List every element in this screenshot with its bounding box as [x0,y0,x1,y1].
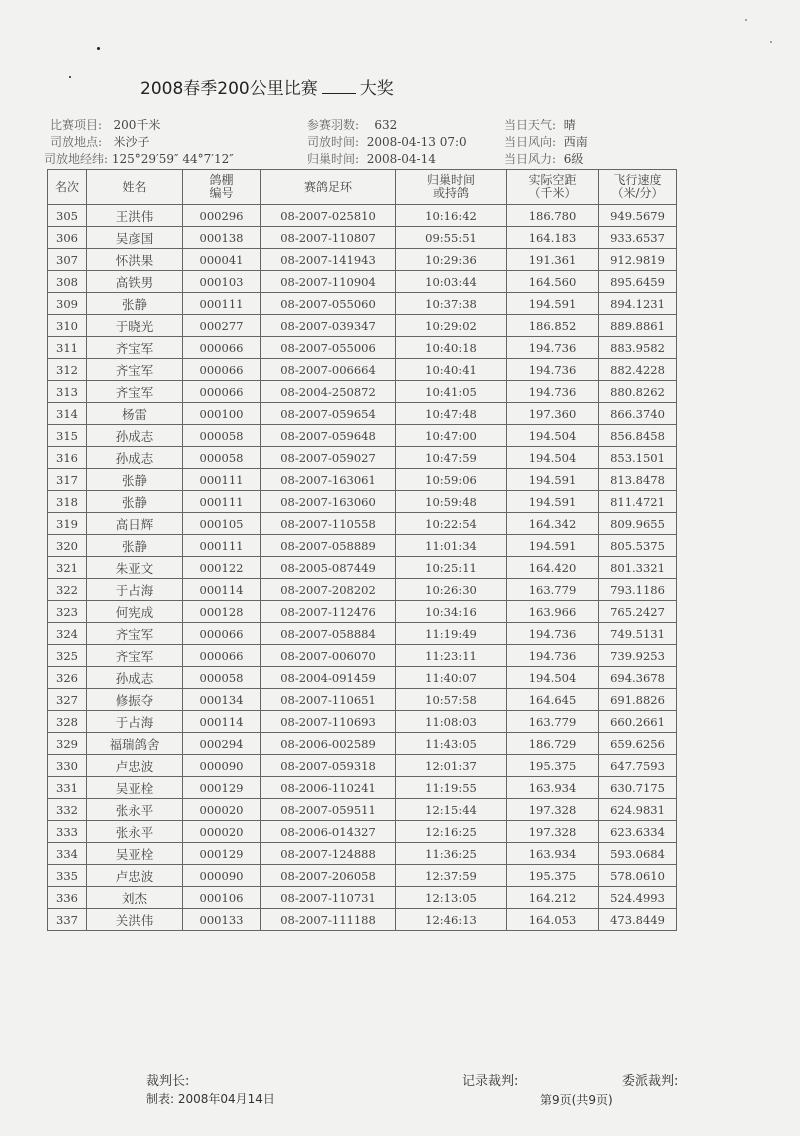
cell-name: 于晓光 [87,315,183,337]
table-row [48,601,677,623]
cell-distance: 163.779 [507,579,599,601]
cell-return-time: 12:15:44 [396,799,507,821]
table-row [48,535,677,557]
table-row [48,733,677,755]
cell-speed: 853.1501 [599,447,677,469]
cell-return-time: 11:36:25 [396,843,507,865]
cell-ring: 08-2007-055006 [261,337,396,359]
cell-distance: 164.342 [507,513,599,535]
cell-speed: 912.9819 [599,249,677,271]
table-row [48,645,677,667]
cell-distance: 195.375 [507,865,599,887]
cell-distance: 164.183 [507,227,599,249]
cell-name: 吴彦国 [87,227,183,249]
cell-return-time: 12:01:37 [396,755,507,777]
cell-distance: 186.852 [507,315,599,337]
table-row [48,557,677,579]
cell-distance: 194.736 [507,623,599,645]
info-entries: 参赛羽数: 632 [307,118,398,132]
cell-distance: 191.361 [507,249,599,271]
page-title: 2008春季200公里比赛 大奖 [140,79,394,99]
cell-distance: 194.736 [507,381,599,403]
cell-speed: 933.6537 [599,227,677,249]
cell-name: 刘杰 [87,887,183,909]
cell-loft-id: 000041 [183,249,261,271]
cell-loft-id: 000090 [183,755,261,777]
info-coords: 司放地经纬: 125°29′59″ 44°7′12″ [44,152,234,166]
cell-ring: 08-2007-208202 [261,579,396,601]
cell-ring: 08-2006-110241 [261,777,396,799]
cell-rank: 336 [48,887,87,909]
table-row [48,865,677,887]
table-row [48,755,677,777]
table-row [48,821,677,843]
cell-loft-id: 000066 [183,623,261,645]
cell-rank: 308 [48,271,87,293]
cell-speed: 895.6459 [599,271,677,293]
cell-distance: 194.504 [507,425,599,447]
cell-rank: 313 [48,381,87,403]
cell-speed: 883.9582 [599,337,677,359]
cell-ring: 08-2006-002589 [261,733,396,755]
cell-return-time: 11:40:07 [396,667,507,689]
cell-return-time: 10:37:38 [396,293,507,315]
cell-return-time: 10:34:16 [396,601,507,623]
cell-speed: 765.2427 [599,601,677,623]
cell-loft-id: 000138 [183,227,261,249]
cell-rank: 327 [48,689,87,711]
cell-loft-id: 000058 [183,667,261,689]
cell-distance: 163.779 [507,711,599,733]
cell-return-time: 10:59:48 [396,491,507,513]
cell-name: 于占海 [87,711,183,733]
cell-name: 吴亚栓 [87,843,183,865]
cell-return-time: 10:41:05 [396,381,507,403]
cell-ring: 08-2007-058884 [261,623,396,645]
cell-name: 关洪伟 [87,909,183,931]
cell-speed: 894.1231 [599,293,677,315]
info-return-time: 归巢时间: 2008-04-14 [307,152,436,166]
cell-distance: 163.966 [507,601,599,623]
cell-name: 齐宝军 [87,359,183,381]
cell-return-time: 11:43:05 [396,733,507,755]
cell-speed: 866.3740 [599,403,677,425]
cell-rank: 320 [48,535,87,557]
cell-loft-id: 000066 [183,645,261,667]
cell-name: 王洪伟 [87,205,183,227]
cell-loft-id: 000114 [183,579,261,601]
table-row [48,579,677,601]
cell-ring: 08-2007-110731 [261,887,396,909]
cell-ring: 08-2007-006664 [261,359,396,381]
cell-distance: 164.560 [507,271,599,293]
cell-return-time: 10:29:36 [396,249,507,271]
cell-ring: 08-2004-091459 [261,667,396,689]
cell-return-time: 10:26:30 [396,579,507,601]
cell-return-time: 10:47:00 [396,425,507,447]
cell-distance: 163.934 [507,843,599,865]
cell-name: 卢忠波 [87,865,183,887]
cell-loft-id: 000100 [183,403,261,425]
cell-name: 高日辉 [87,513,183,535]
table-row [48,315,677,337]
cell-name: 齐宝军 [87,645,183,667]
cell-name: 怀洪果 [87,249,183,271]
cell-ring: 08-2007-059027 [261,447,396,469]
cell-speed: 694.3678 [599,667,677,689]
cell-loft-id: 000294 [183,733,261,755]
table-row [48,205,677,227]
cell-speed: 801.3321 [599,557,677,579]
cell-name: 张静 [87,491,183,513]
footer-assigned-referee: 委派裁判: [622,1074,679,1089]
cell-name: 齐宝军 [87,337,183,359]
cell-speed: 691.8826 [599,689,677,711]
cell-distance: 164.645 [507,689,599,711]
cell-name: 齐宝军 [87,623,183,645]
cell-loft-id: 000133 [183,909,261,931]
cell-return-time: 10:03:44 [396,271,507,293]
cell-rank: 330 [48,755,87,777]
info-weather: 当日天气: 晴 [504,118,576,132]
cell-speed: 949.5679 [599,205,677,227]
cell-speed: 793.1186 [599,579,677,601]
cell-speed: 811.4721 [599,491,677,513]
cell-return-time: 12:13:05 [396,887,507,909]
cell-speed: 882.4228 [599,359,677,381]
cell-name: 高铁男 [87,271,183,293]
cell-rank: 329 [48,733,87,755]
cell-rank: 310 [48,315,87,337]
cell-return-time: 10:40:41 [396,359,507,381]
table-row [48,667,677,689]
cell-name: 杨雷 [87,403,183,425]
cell-loft-id: 000111 [183,491,261,513]
cell-rank: 309 [48,293,87,315]
cell-name: 孙成志 [87,447,183,469]
cell-speed: 660.2661 [599,711,677,733]
cell-rank: 322 [48,579,87,601]
cell-distance: 186.780 [507,205,599,227]
results-table [47,169,677,931]
cell-return-time: 10:29:02 [396,315,507,337]
cell-distance: 194.504 [507,667,599,689]
cell-loft-id: 000114 [183,711,261,733]
footer-recording-referee: 记录裁判: [462,1074,519,1089]
cell-loft-id: 000122 [183,557,261,579]
cell-name: 张静 [87,293,183,315]
cell-return-time: 10:25:11 [396,557,507,579]
cell-loft-id: 000066 [183,337,261,359]
info-release-time: 司放时间: 2008-04-13 07:0 [307,135,467,149]
cell-ring: 08-2007-110651 [261,689,396,711]
cell-distance: 194.736 [507,359,599,381]
cell-rank: 324 [48,623,87,645]
cell-loft-id: 000058 [183,425,261,447]
cell-return-time: 10:47:48 [396,403,507,425]
cell-loft-id: 000134 [183,689,261,711]
cell-name: 福瑞鸽舍 [87,733,183,755]
cell-name: 张静 [87,535,183,557]
cell-name: 修振夺 [87,689,183,711]
table-row [48,513,677,535]
cell-name: 张永平 [87,821,183,843]
cell-ring: 08-2007-059654 [261,403,396,425]
cell-ring: 08-2007-058889 [261,535,396,557]
cell-rank: 306 [48,227,87,249]
cell-return-time: 10:59:06 [396,469,507,491]
cell-speed: 524.4993 [599,887,677,909]
cell-rank: 328 [48,711,87,733]
cell-distance: 195.375 [507,755,599,777]
cell-distance: 163.934 [507,777,599,799]
cell-loft-id: 000106 [183,887,261,909]
cell-distance: 194.504 [507,447,599,469]
cell-speed: 659.6256 [599,733,677,755]
cell-return-time: 11:23:11 [396,645,507,667]
col-header-ring: 赛鸽足环 [261,170,396,205]
table-row [48,403,677,425]
cell-ring: 08-2007-112476 [261,601,396,623]
cell-ring: 08-2007-055060 [261,293,396,315]
cell-return-time: 10:16:42 [396,205,507,227]
cell-loft-id: 000020 [183,821,261,843]
table-row [48,689,677,711]
cell-distance: 197.360 [507,403,599,425]
cell-rank: 307 [48,249,87,271]
cell-rank: 323 [48,601,87,623]
cell-ring: 08-2007-006070 [261,645,396,667]
table-row [48,381,677,403]
cell-loft-id: 000277 [183,315,261,337]
info-event: 比赛项目: 200千米 [50,118,161,132]
table-row [48,469,677,491]
cell-ring: 08-2006-014327 [261,821,396,843]
scan-speck [770,41,772,43]
cell-rank: 334 [48,843,87,865]
cell-ring: 08-2007-110904 [261,271,396,293]
table-row [48,425,677,447]
cell-distance: 194.591 [507,535,599,557]
cell-name: 于占海 [87,579,183,601]
cell-rank: 326 [48,667,87,689]
cell-rank: 311 [48,337,87,359]
cell-speed: 623.6334 [599,821,677,843]
info-wind-direction: 当日风向: 西南 [504,135,588,149]
cell-distance: 194.591 [507,491,599,513]
cell-return-time: 09:55:51 [396,227,507,249]
cell-rank: 314 [48,403,87,425]
scan-speck [97,47,100,50]
cell-return-time: 10:40:18 [396,337,507,359]
cell-name: 何宪成 [87,601,183,623]
cell-return-time: 11:01:34 [396,535,507,557]
cell-return-time: 10:47:59 [396,447,507,469]
col-header-rank: 名次 [48,170,87,205]
cell-name: 孙成志 [87,425,183,447]
cell-loft-id: 000090 [183,865,261,887]
cell-rank: 318 [48,491,87,513]
cell-ring: 08-2007-206058 [261,865,396,887]
cell-rank: 335 [48,865,87,887]
table-row [48,843,677,865]
table-row [48,491,677,513]
cell-loft-id: 000058 [183,447,261,469]
cell-distance: 164.053 [507,909,599,931]
table-row [48,799,677,821]
cell-return-time: 12:46:13 [396,909,507,931]
cell-distance: 164.420 [507,557,599,579]
table-row [48,623,677,645]
cell-loft-id: 000103 [183,271,261,293]
cell-distance: 194.591 [507,469,599,491]
cell-name: 齐宝军 [87,381,183,403]
cell-rank: 312 [48,359,87,381]
cell-distance: 197.328 [507,799,599,821]
cell-rank: 315 [48,425,87,447]
col-header-loft-id: 鸽棚 编号 [183,170,261,205]
col-header-name: 姓名 [87,170,183,205]
cell-distance: 194.736 [507,645,599,667]
cell-rank: 321 [48,557,87,579]
table-row [48,293,677,315]
cell-speed: 813.8478 [599,469,677,491]
cell-loft-id: 000020 [183,799,261,821]
table-row [48,711,677,733]
table-row [48,909,677,931]
cell-name: 卢忠波 [87,755,183,777]
table-header-row [48,170,677,205]
cell-ring: 08-2007-110807 [261,227,396,249]
cell-name: 孙成志 [87,667,183,689]
info-wind-force: 当日风力: 6级 [504,152,584,166]
cell-ring: 08-2007-059648 [261,425,396,447]
cell-rank: 325 [48,645,87,667]
cell-speed: 647.7593 [599,755,677,777]
cell-loft-id: 000111 [183,293,261,315]
footer-page-number: 第9页(共9页) [540,1093,613,1107]
cell-name: 张静 [87,469,183,491]
cell-return-time: 11:19:49 [396,623,507,645]
cell-rank: 331 [48,777,87,799]
cell-ring: 08-2005-087449 [261,557,396,579]
cell-ring: 08-2007-163061 [261,469,396,491]
cell-ring: 08-2007-141943 [261,249,396,271]
cell-speed: 473.8449 [599,909,677,931]
table-row [48,447,677,469]
cell-return-time: 11:19:55 [396,777,507,799]
cell-loft-id: 000111 [183,535,261,557]
cell-distance: 164.212 [507,887,599,909]
cell-loft-id: 000129 [183,843,261,865]
cell-ring: 08-2007-039347 [261,315,396,337]
cell-speed: 630.7175 [599,777,677,799]
cell-ring: 08-2007-124888 [261,843,396,865]
col-header-return-time: 归巢时间 或持鸽 [396,170,507,205]
cell-loft-id: 000111 [183,469,261,491]
cell-loft-id: 000066 [183,381,261,403]
cell-speed: 593.0684 [599,843,677,865]
cell-ring: 08-2007-025810 [261,205,396,227]
cell-ring: 08-2007-110558 [261,513,396,535]
cell-speed: 739.9253 [599,645,677,667]
cell-return-time: 10:57:58 [396,689,507,711]
cell-loft-id: 000128 [183,601,261,623]
cell-ring: 08-2007-110693 [261,711,396,733]
cell-rank: 337 [48,909,87,931]
cell-distance: 194.736 [507,337,599,359]
table-row [48,359,677,381]
scan-speck [69,76,71,78]
cell-return-time: 12:37:59 [396,865,507,887]
cell-ring: 08-2007-059511 [261,799,396,821]
cell-loft-id: 000105 [183,513,261,535]
cell-distance: 194.591 [507,293,599,315]
cell-rank: 317 [48,469,87,491]
cell-return-time: 11:08:03 [396,711,507,733]
cell-rank: 332 [48,799,87,821]
cell-loft-id: 000129 [183,777,261,799]
cell-rank: 319 [48,513,87,535]
scan-speck [745,19,747,21]
footer-chief-referee: 裁判长: [146,1074,190,1089]
cell-speed: 624.9831 [599,799,677,821]
cell-name: 朱亚文 [87,557,183,579]
cell-speed: 805.5375 [599,535,677,557]
table-row [48,271,677,293]
table-row [48,227,677,249]
info-release-place: 司放地点: 米沙子 [50,135,150,149]
cell-rank: 333 [48,821,87,843]
cell-name: 吴亚栓 [87,777,183,799]
table-row [48,249,677,271]
cell-speed: 880.8262 [599,381,677,403]
cell-speed: 856.8458 [599,425,677,447]
cell-distance: 197.328 [507,821,599,843]
cell-speed: 578.0610 [599,865,677,887]
table-row [48,887,677,909]
cell-ring: 08-2007-163060 [261,491,396,513]
cell-loft-id: 000296 [183,205,261,227]
col-header-speed: 飞行速度 （米/分） [599,170,677,205]
cell-speed: 749.5131 [599,623,677,645]
cell-rank: 305 [48,205,87,227]
table-row [48,337,677,359]
cell-ring: 08-2007-059318 [261,755,396,777]
cell-ring: 08-2007-111188 [261,909,396,931]
cell-return-time: 12:16:25 [396,821,507,843]
footer-prepared-date: 制表: 2008年04月14日 [146,1092,275,1106]
cell-distance: 186.729 [507,733,599,755]
col-header-distance: 实际空距 （千米） [507,170,599,205]
cell-speed: 889.8861 [599,315,677,337]
cell-name: 张永平 [87,799,183,821]
cell-rank: 316 [48,447,87,469]
table-row [48,777,677,799]
cell-return-time: 10:22:54 [396,513,507,535]
cell-loft-id: 000066 [183,359,261,381]
cell-ring: 08-2004-250872 [261,381,396,403]
cell-speed: 809.9655 [599,513,677,535]
